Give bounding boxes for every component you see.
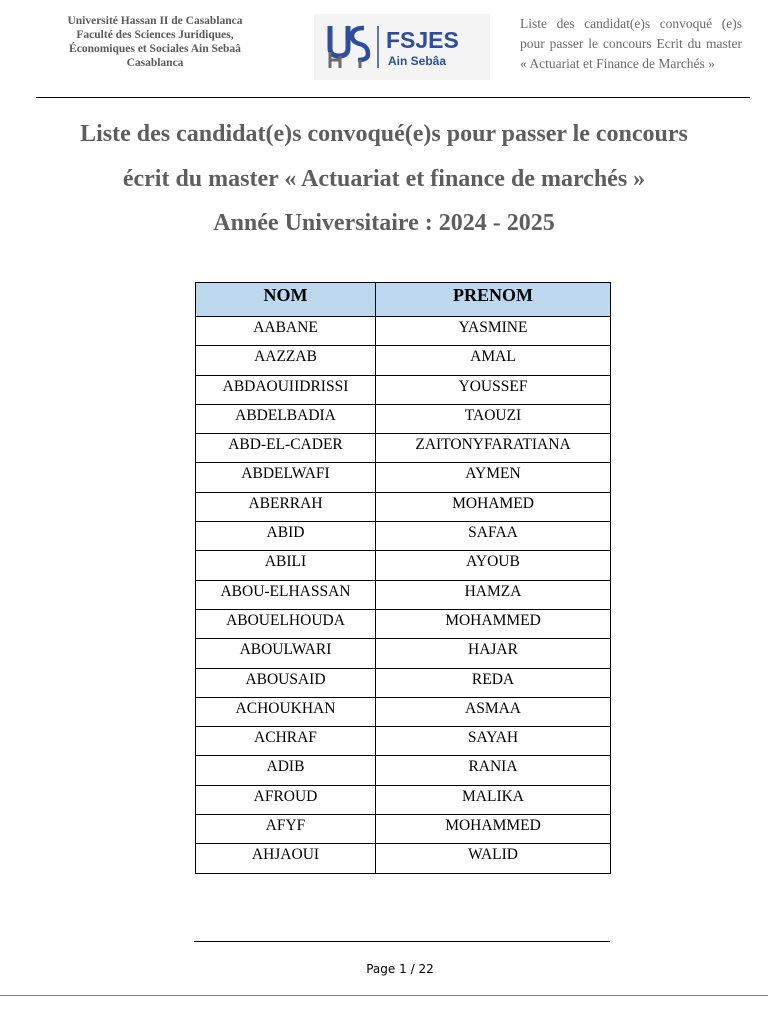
table-row bbox=[196, 404, 611, 433]
table-header-row bbox=[196, 283, 611, 317]
table-row bbox=[196, 346, 611, 375]
table-row bbox=[196, 375, 611, 404]
table-row bbox=[196, 609, 611, 638]
cell-prenom: ZAITONYFARATIANA bbox=[376, 434, 611, 463]
cell-prenom: AYMEN bbox=[376, 463, 611, 492]
cell-nom: ABERRAH bbox=[196, 492, 376, 521]
fsjes-logo bbox=[314, 14, 490, 80]
cell-prenom: AMAL bbox=[376, 346, 611, 375]
page-bottom-edge bbox=[0, 995, 768, 996]
cell-nom: ABID bbox=[196, 522, 376, 551]
table-row bbox=[196, 551, 611, 580]
cell-prenom: YASMINE bbox=[376, 317, 611, 346]
faculty-name-line1: Faculté des Sciences Juridiques, bbox=[76, 29, 234, 41]
table-row bbox=[196, 668, 611, 697]
table-row bbox=[196, 815, 611, 844]
table-row bbox=[196, 844, 611, 873]
cell-nom: AFROUD bbox=[196, 785, 376, 814]
cell-prenom: HAJAR bbox=[376, 639, 611, 668]
table-row bbox=[196, 580, 611, 609]
cell-nom: ABDAOUIIDRISSI bbox=[196, 375, 376, 404]
table-row bbox=[196, 639, 611, 668]
cell-prenom: MALIKA bbox=[376, 785, 611, 814]
cell-prenom: HAMZA bbox=[376, 580, 611, 609]
cell-prenom: ASMAA bbox=[376, 697, 611, 726]
cell-nom: AHJAOUI bbox=[196, 844, 376, 873]
cell-nom: ABDELWAFI bbox=[196, 463, 376, 492]
page-title-line1: Liste des candidat(e)s convoqué(e)s pour passer le concours bbox=[80, 121, 688, 147]
page-current: 1 bbox=[399, 962, 407, 976]
table-row bbox=[196, 697, 611, 726]
cell-nom: ABOUSAID bbox=[196, 668, 376, 697]
table-row bbox=[196, 727, 611, 756]
fsjes-logo-graphic bbox=[314, 14, 490, 80]
cell-nom: ABOUELHOUDA bbox=[196, 609, 376, 638]
cell-prenom: MOHAMED bbox=[376, 492, 611, 521]
cell-nom: ABOU-ELHASSAN bbox=[196, 580, 376, 609]
cell-nom: ABD-EL-CADER bbox=[196, 434, 376, 463]
institution-header bbox=[40, 14, 270, 70]
cell-prenom: REDA bbox=[376, 668, 611, 697]
page-number bbox=[300, 962, 500, 976]
cell-nom: ABILI bbox=[196, 551, 376, 580]
document-subject-header: Liste des candidat(e)s convoqué (e)s pour passer le concours Ecrit du master « Actuariat et Finance de Marchés » bbox=[520, 16, 742, 71]
cell-nom: ABOULWARI bbox=[196, 639, 376, 668]
cell-nom: AABANE bbox=[196, 317, 376, 346]
cell-prenom: AYOUB bbox=[376, 551, 611, 580]
faculty-name-line2: Économiques et Sociales Ain Sebaâ bbox=[69, 43, 241, 55]
footer-divider bbox=[194, 941, 610, 942]
logo-u-shape bbox=[330, 26, 348, 56]
logo-subtitle-text: Ain Sebâa bbox=[388, 54, 447, 68]
cell-nom: AAZZAB bbox=[196, 346, 376, 375]
cell-prenom: YOUSSEF bbox=[376, 375, 611, 404]
cell-prenom: WALID bbox=[376, 844, 611, 873]
cell-prenom: TAOUZI bbox=[376, 404, 611, 433]
column-header-prenom: PRENOM bbox=[376, 283, 611, 317]
cell-nom: ABDELBADIA bbox=[196, 404, 376, 433]
cell-prenom: SAFAA bbox=[376, 522, 611, 551]
page-total: 22 bbox=[418, 962, 434, 976]
logo-s-shape bbox=[352, 28, 368, 60]
page-separator: / bbox=[410, 962, 415, 976]
university-name: Université Hassan II de Casablanca bbox=[67, 15, 243, 27]
cell-nom: ACHOUKHAN bbox=[196, 697, 376, 726]
cell-nom: ADIB bbox=[196, 756, 376, 785]
cell-prenom: MOHAMMED bbox=[376, 609, 611, 638]
table-row bbox=[196, 463, 611, 492]
table-row bbox=[196, 492, 611, 521]
table-row bbox=[196, 317, 611, 346]
page-label: Page bbox=[366, 962, 396, 976]
table-row bbox=[196, 785, 611, 814]
cell-prenom: MOHAMMED bbox=[376, 815, 611, 844]
cell-prenom: SAYAH bbox=[376, 727, 611, 756]
table-row bbox=[196, 434, 611, 463]
column-header-nom: NOM bbox=[196, 283, 376, 317]
page-title-line2: écrit du master « Actuariat et finance de marchés » bbox=[122, 166, 646, 192]
academic-year-title: Année Universitaire : 2024 - 2025 bbox=[213, 210, 555, 236]
city-name: Casablanca bbox=[126, 57, 184, 69]
cell-nom: ACHRAF bbox=[196, 727, 376, 756]
cell-prenom: RANIA bbox=[376, 756, 611, 785]
table-row bbox=[196, 756, 611, 785]
table-row bbox=[196, 522, 611, 551]
logo-brand-text: FSJES bbox=[386, 27, 459, 53]
header-divider bbox=[36, 97, 750, 98]
candidates-table bbox=[195, 282, 611, 874]
cell-nom: AFYF bbox=[196, 815, 376, 844]
table-body bbox=[196, 317, 611, 874]
